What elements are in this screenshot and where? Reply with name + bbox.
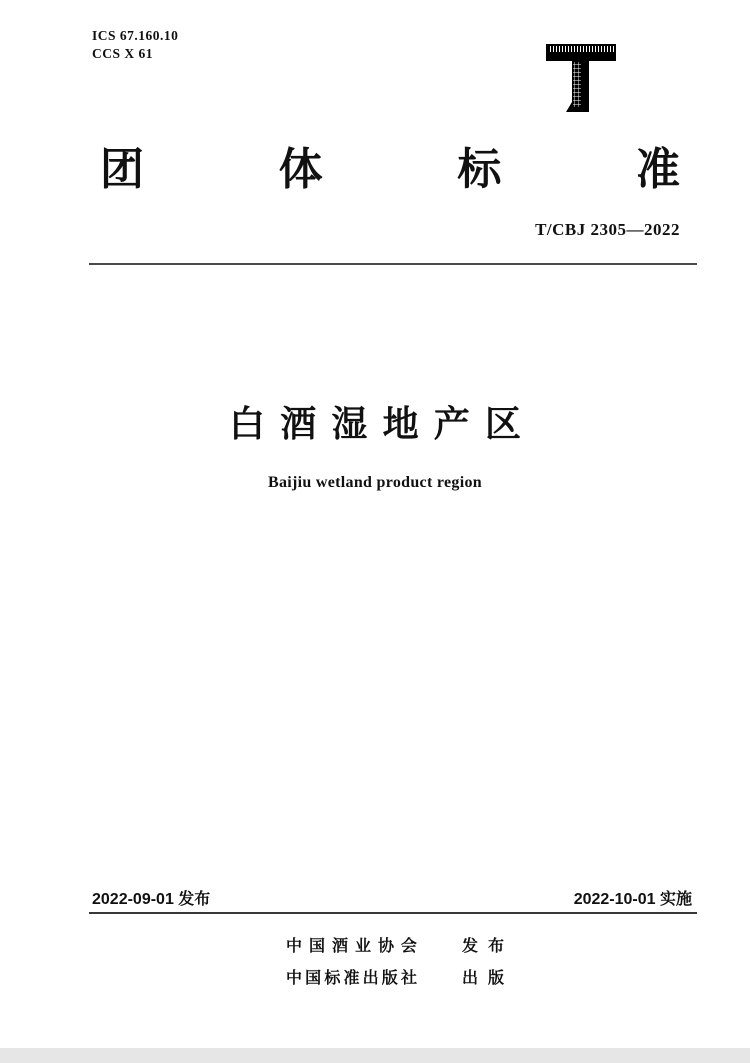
classification-codes: [92, 27, 178, 63]
ccs-code: CCS X 61: [92, 46, 154, 61]
standard-number: T/CBJ 2305—2022: [535, 220, 680, 239]
issuer-name: 中 国 酒 业 协 会: [286, 938, 417, 955]
publisher-row: [286, 971, 504, 987]
standard-type-title: 团 体 标 准: [100, 145, 680, 194]
ics-code: ICS 67.160.10: [92, 28, 179, 43]
document-title-en: Baijiu wetland product region: [268, 474, 482, 491]
publisher-action: 出 版: [462, 970, 504, 987]
page-bottom-edge: [0, 1048, 750, 1063]
header-divider: [89, 263, 697, 265]
publisher-name: 中 国 标 准 出 版 社: [286, 970, 417, 987]
issuer-row: [286, 939, 504, 955]
group-standard-t-logo-icon: [546, 44, 616, 112]
footer-divider: [89, 912, 697, 914]
issue-date: 2022-09-01 发布: [92, 891, 211, 908]
issuer-action: 发 布: [462, 938, 504, 955]
dates-row: [92, 886, 692, 909]
document-title-zh: 白 酒 湿 地 产 区: [229, 403, 521, 444]
implementation-date: 2022-10-01 实施: [573, 891, 692, 908]
